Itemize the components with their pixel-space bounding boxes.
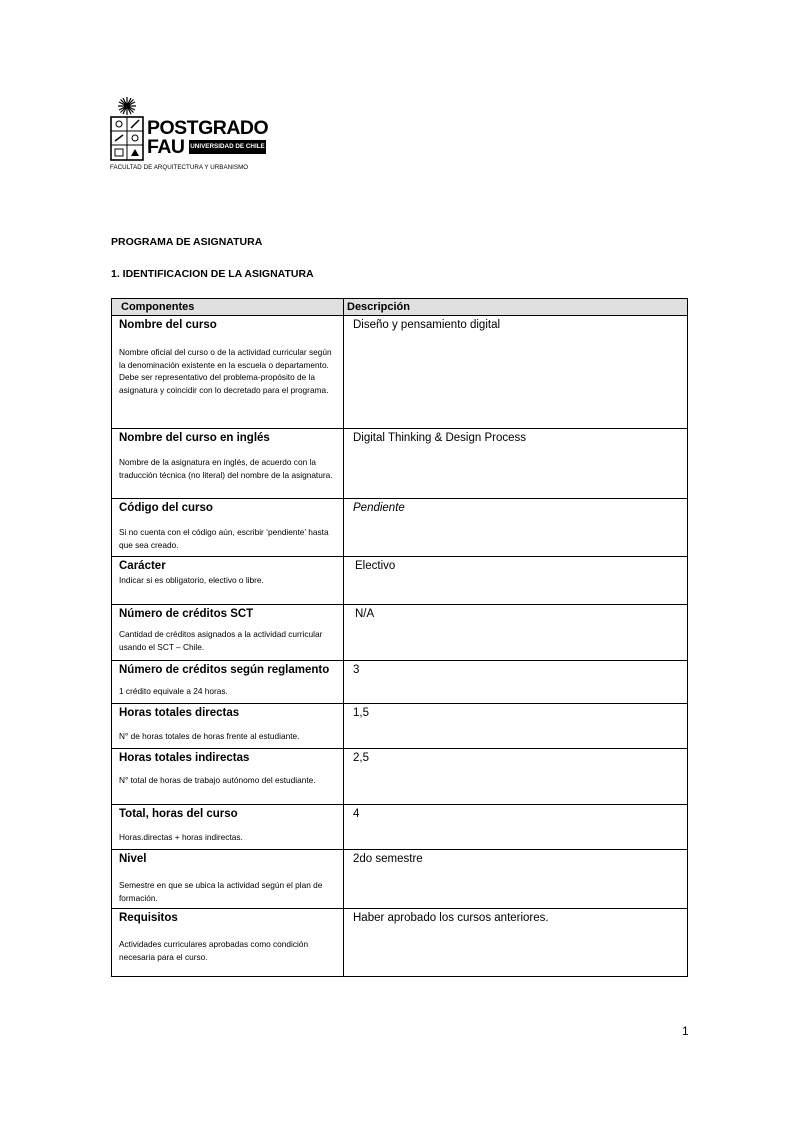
row-note: N° total de horas de trabajo autónomo del estudiante. [119, 775, 316, 785]
row-value: Electivo [355, 560, 396, 572]
row-component-cell [112, 557, 344, 605]
table-row [112, 909, 688, 977]
row-value: 2,5 [353, 752, 369, 764]
row-description-cell [344, 749, 688, 805]
row-description-cell [344, 429, 688, 499]
table-row [112, 499, 688, 557]
row-label: Nombre del curso en inglés [119, 432, 270, 444]
table-row [112, 429, 688, 499]
table-row [112, 850, 688, 909]
table-row [112, 805, 688, 850]
table-row [112, 316, 688, 429]
logo-postgrado-text: POSTGRADO [147, 117, 269, 139]
document-title: PROGRAMA DE ASIGNATURA [111, 236, 263, 248]
row-label: Número de créditos SCT [119, 608, 254, 620]
row-note: Indicar si es obligatorio, electivo o libre. [119, 575, 264, 585]
row-note: Cantidad de créditos asignados a la actividad curricular usando el SCT – Chile. [119, 629, 323, 652]
row-description-cell [344, 605, 688, 661]
table-row [112, 749, 688, 805]
row-description-cell [344, 805, 688, 850]
row-description-cell [344, 316, 688, 429]
row-value: Digital Thinking & Design Process [353, 432, 527, 444]
course-identification-table [111, 298, 688, 977]
row-value: Haber aprobado los cursos anteriores. [353, 912, 549, 924]
header-componentes: Componentes [112, 299, 344, 316]
row-description-cell [344, 499, 688, 557]
row-value: N/A [355, 608, 375, 620]
row-note: Si no cuenta con el código aún, escribir ‘pendiente’ hasta que sea creado. [119, 527, 329, 550]
row-note: Actividades curriculares aprobadas como condición necesaria para el curso. [119, 939, 309, 962]
row-value: 3 [353, 664, 360, 676]
row-component-cell [112, 909, 344, 977]
row-label: Horas totales indirectas [119, 752, 250, 764]
section-title: 1. IDENTIFICACION DE LA ASIGNATURA [111, 268, 314, 280]
row-note: 1 crédito equivale a 24 horas. [119, 686, 228, 696]
row-description-cell [344, 661, 688, 704]
row-note: Semestre en que se ubica la actividad según el plan de formación. [119, 880, 323, 903]
postgrado-fau-logo [110, 95, 270, 175]
row-value: Pendiente [353, 502, 405, 514]
row-description-cell [344, 704, 688, 749]
row-description-cell [344, 557, 688, 605]
header-descripcion: Descripción [344, 299, 688, 316]
row-component-cell [112, 316, 344, 429]
row-label: Horas totales directas [119, 707, 240, 719]
row-component-cell [112, 499, 344, 557]
row-value: 2do semestre [353, 853, 423, 865]
table-row [112, 661, 688, 704]
row-label: Nivel [119, 853, 147, 865]
row-value: 4 [353, 808, 360, 820]
table-row [112, 605, 688, 661]
row-value: 1,5 [353, 707, 369, 719]
row-note: Horas.directas + horas indirectas. [119, 832, 243, 842]
table-row [112, 704, 688, 749]
row-label: Nombre del curso [119, 319, 217, 331]
row-label: Requisitos [119, 912, 178, 924]
row-component-cell [112, 749, 344, 805]
page-number: 1 [682, 1024, 689, 1038]
row-label: Código del curso [119, 502, 213, 514]
row-component-cell [112, 661, 344, 704]
row-note: N° de horas totales de horas frente al estudiante. [119, 731, 300, 741]
table-header-row [112, 299, 688, 316]
row-description-cell [344, 850, 688, 909]
row-component-cell [112, 704, 344, 749]
row-component-cell [112, 850, 344, 909]
row-description-cell [344, 909, 688, 977]
row-label: Número de créditos según reglamento [119, 664, 330, 676]
logo-university-badge: UNIVERSIDAD DE CHILE [189, 140, 266, 154]
table-row [112, 557, 688, 605]
row-label: Carácter [119, 560, 166, 572]
row-value: Diseño y pensamiento digital [353, 319, 501, 331]
logo-faculty-text: FACULTAD DE ARQUITECTURA Y URBANISMO [110, 164, 249, 171]
row-component-cell [112, 605, 344, 661]
row-note: Nombre oficial del curso o de la actividad curricular según la denominación existente en la escuela o departamento. Debe ser representativo del problema-propósito de la asignatura y coincidir con lo decretado para el programa. [119, 347, 332, 395]
row-component-cell [112, 805, 344, 850]
row-component-cell [112, 429, 344, 499]
logo-fau-text: FAU [147, 136, 185, 158]
row-label: Total, horas del curso [119, 808, 238, 820]
row-note: Nombre de la asignatura en inglés, de acuerdo con la traducción técnica (no literal) del nombre de la asignatura. [119, 457, 333, 480]
university-crest-icon [110, 95, 144, 161]
